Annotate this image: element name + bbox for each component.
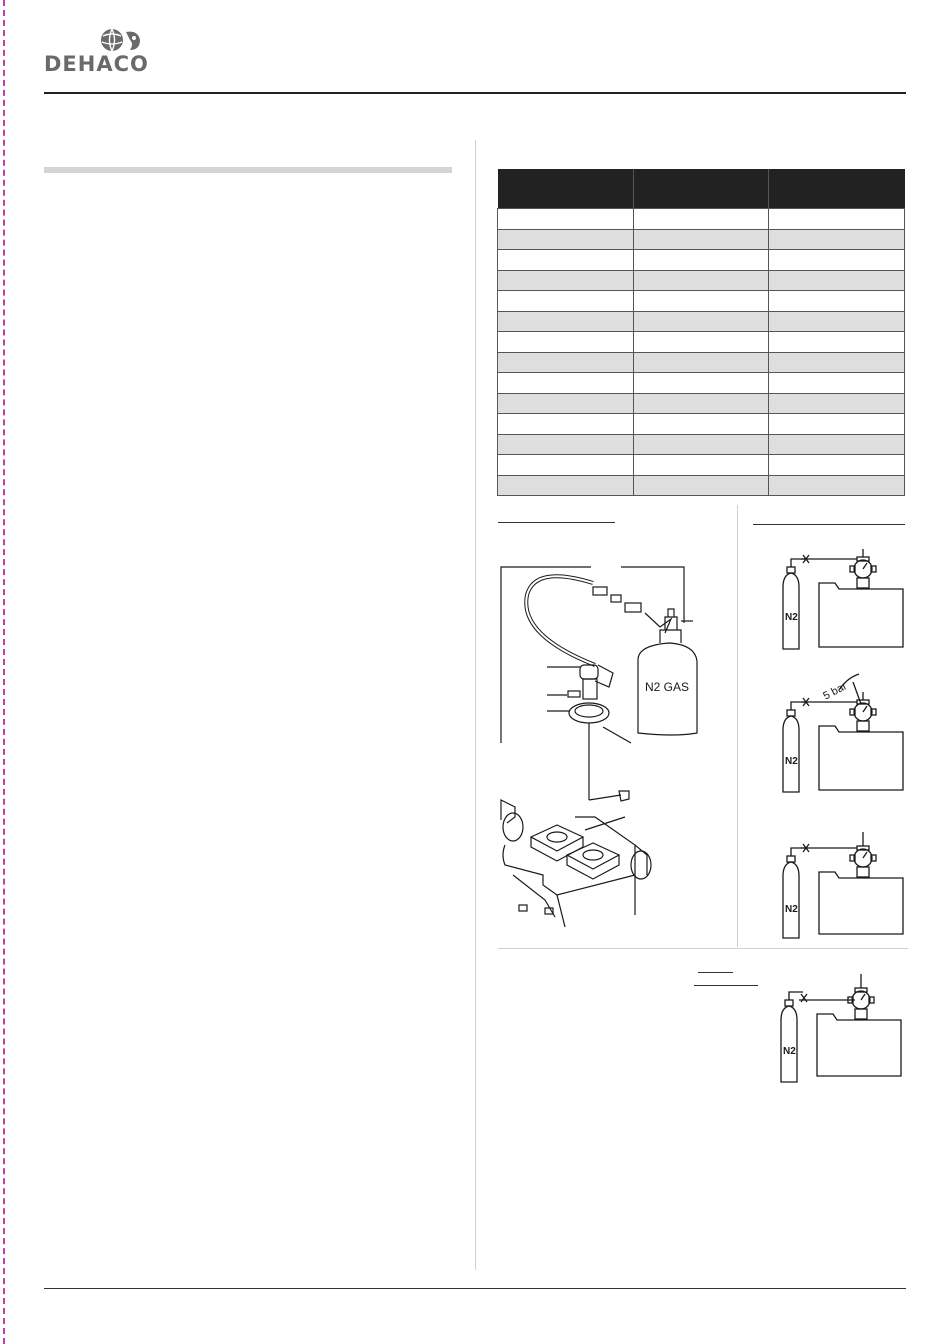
table-cell bbox=[498, 209, 634, 230]
dehaco-logo bbox=[44, 26, 154, 78]
figure-heading-rule bbox=[498, 522, 615, 523]
table-cell bbox=[769, 393, 905, 414]
table-row bbox=[498, 250, 905, 271]
table-cell bbox=[633, 414, 769, 435]
table-cell bbox=[633, 434, 769, 455]
table-row bbox=[498, 270, 905, 291]
table-row bbox=[498, 393, 905, 414]
figure-heading-rule bbox=[753, 524, 905, 525]
table-cell bbox=[633, 475, 769, 496]
table-row bbox=[498, 352, 905, 373]
table-cell bbox=[769, 373, 905, 394]
table-cell bbox=[769, 250, 905, 271]
table-cell bbox=[769, 434, 905, 455]
table-row bbox=[498, 414, 905, 435]
cylinder-label: N2 bbox=[785, 612, 798, 623]
table-cell bbox=[633, 229, 769, 250]
table-row bbox=[498, 209, 905, 230]
table-cell bbox=[498, 311, 634, 332]
cylinder-label: N2 bbox=[785, 756, 798, 767]
table-row bbox=[498, 311, 905, 332]
table-cell bbox=[498, 434, 634, 455]
table-cell bbox=[633, 250, 769, 271]
table-cell bbox=[633, 332, 769, 353]
table-cell bbox=[633, 270, 769, 291]
table-cell bbox=[633, 311, 769, 332]
table-cell bbox=[769, 270, 905, 291]
section-heading-bar bbox=[44, 167, 452, 173]
figure-heading-rule bbox=[698, 972, 733, 973]
table-header-cell bbox=[498, 169, 634, 209]
table-header-row bbox=[498, 169, 905, 209]
brand-name: DEHACO bbox=[44, 52, 149, 76]
table-cell bbox=[769, 455, 905, 476]
table-cell bbox=[498, 373, 634, 394]
table-row bbox=[498, 455, 905, 476]
table-cell bbox=[769, 311, 905, 332]
table-row bbox=[498, 434, 905, 455]
table-cell bbox=[498, 332, 634, 353]
cylinder-label: N2 bbox=[785, 904, 798, 915]
table-cell bbox=[498, 393, 634, 414]
footer-rule bbox=[44, 1288, 906, 1289]
table-cell bbox=[633, 209, 769, 230]
charging-step-4-figure bbox=[773, 970, 908, 1085]
table-cell bbox=[769, 414, 905, 435]
spec-table bbox=[497, 169, 905, 496]
cylinder-label: N2 bbox=[783, 1046, 796, 1057]
charging-step-2-figure bbox=[775, 672, 910, 797]
table-row bbox=[498, 229, 905, 250]
table-cell bbox=[633, 373, 769, 394]
table-cell bbox=[769, 352, 905, 373]
header-rule bbox=[44, 92, 906, 94]
figure-heading-rule bbox=[694, 985, 758, 986]
table-cell bbox=[498, 250, 634, 271]
charging-kit-figure bbox=[495, 555, 735, 935]
table-cell bbox=[498, 291, 634, 312]
table-cell bbox=[769, 332, 905, 353]
pressure-label: 5 bar bbox=[821, 680, 850, 703]
column-divider bbox=[475, 140, 476, 1270]
charging-step-1-figure bbox=[775, 545, 910, 655]
table-header-cell bbox=[769, 169, 905, 209]
globe-logo-icon bbox=[100, 26, 146, 54]
table-cell bbox=[633, 291, 769, 312]
table-row bbox=[498, 475, 905, 496]
table-row bbox=[498, 291, 905, 312]
table-cell bbox=[498, 414, 634, 435]
table-row bbox=[498, 332, 905, 353]
figure-divider bbox=[498, 948, 908, 949]
table-cell bbox=[633, 393, 769, 414]
figure-divider bbox=[737, 505, 738, 947]
table-cell bbox=[498, 455, 634, 476]
binding-edge-marker bbox=[3, 0, 5, 1344]
table-cell bbox=[498, 475, 634, 496]
table-cell bbox=[633, 455, 769, 476]
table-row bbox=[498, 373, 905, 394]
table-cell bbox=[769, 291, 905, 312]
table-cell bbox=[498, 229, 634, 250]
table-cell bbox=[769, 209, 905, 230]
charging-step-3-figure bbox=[775, 828, 910, 940]
table-cell bbox=[498, 270, 634, 291]
table-cell bbox=[769, 475, 905, 496]
table-cell bbox=[498, 352, 634, 373]
table-cell bbox=[633, 352, 769, 373]
nitrogen-cylinder-label: N2 GAS bbox=[645, 680, 690, 694]
table-header-cell bbox=[633, 169, 769, 209]
table-cell bbox=[769, 229, 905, 250]
